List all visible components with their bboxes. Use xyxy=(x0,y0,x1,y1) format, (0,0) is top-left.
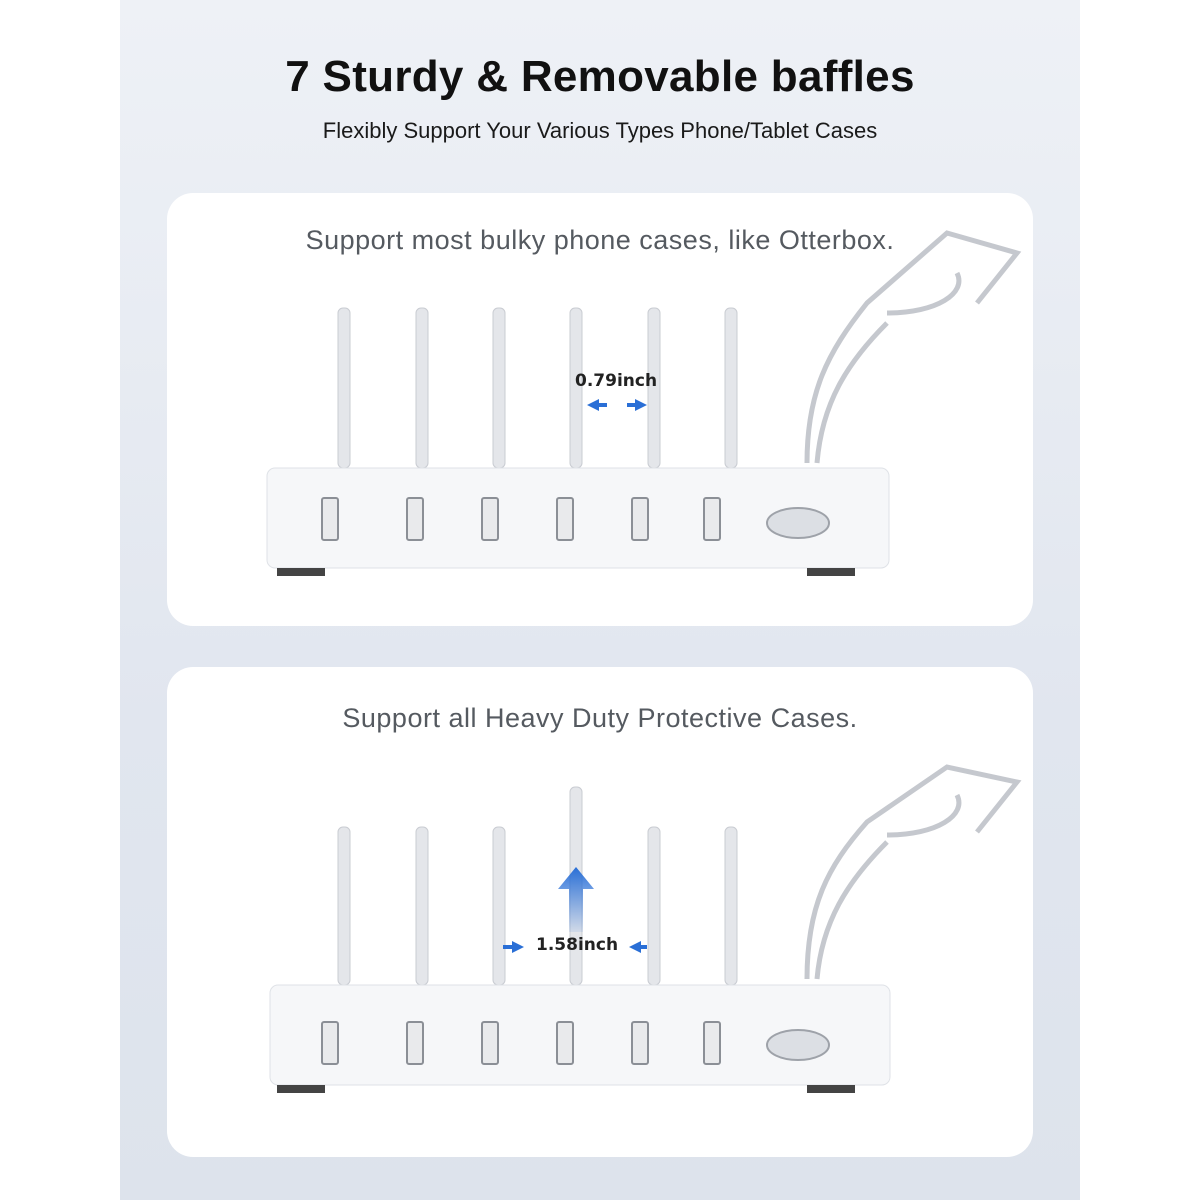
usb-port-icon xyxy=(322,498,338,540)
usb-port-icon xyxy=(557,498,573,540)
usb-port-icon xyxy=(482,498,498,540)
usb-port-icon xyxy=(632,498,648,540)
usb-port-icon xyxy=(557,1022,573,1064)
dimension-arrows xyxy=(587,399,647,411)
dimension-label: 1.58inch xyxy=(536,935,619,955)
phone-case-icon xyxy=(807,233,1017,463)
page-title: 7 Sturdy & Removable baffles xyxy=(285,52,915,101)
charging-station-illustration xyxy=(167,193,1033,626)
arrow-right-icon xyxy=(512,941,524,953)
power-socket-icon xyxy=(767,1030,829,1060)
panel-bulky-cases xyxy=(167,193,1033,626)
usb-port-icon xyxy=(407,498,423,540)
usb-port-icon xyxy=(704,498,720,540)
baffle xyxy=(338,827,350,985)
baffle xyxy=(725,308,737,468)
panel-caption: Support all Heavy Duty Protective Cases. xyxy=(342,703,858,733)
baffles xyxy=(338,308,737,468)
baffle xyxy=(416,308,428,468)
foot xyxy=(807,1085,855,1093)
usb-port-icon xyxy=(407,1022,423,1064)
baffle xyxy=(725,827,737,985)
baffle xyxy=(648,827,660,985)
baffle xyxy=(493,827,505,985)
usb-port-icon xyxy=(482,1022,498,1064)
power-socket-icon xyxy=(767,508,829,538)
charging-station-illustration xyxy=(167,667,1033,1157)
panel-caption: Support most bulky phone cases, like Otterbox. xyxy=(305,225,895,255)
page-subtitle: Flexibly Support Your Various Types Phone/Tablet Cases xyxy=(322,118,878,143)
baffle xyxy=(416,827,428,985)
baffle xyxy=(338,308,350,468)
baffles xyxy=(338,787,737,985)
usb-port-icon xyxy=(632,1022,648,1064)
foot xyxy=(277,568,325,576)
foot xyxy=(277,1085,325,1093)
arrow-up-icon xyxy=(558,867,594,932)
baffle xyxy=(493,308,505,468)
phone-case-icon xyxy=(807,767,1017,979)
panel-heavy-duty-cases xyxy=(167,667,1033,1157)
dimension-label: 0.79inch xyxy=(575,371,658,391)
usb-port-icon xyxy=(704,1022,720,1064)
usb-port-icon xyxy=(322,1022,338,1064)
foot xyxy=(807,568,855,576)
